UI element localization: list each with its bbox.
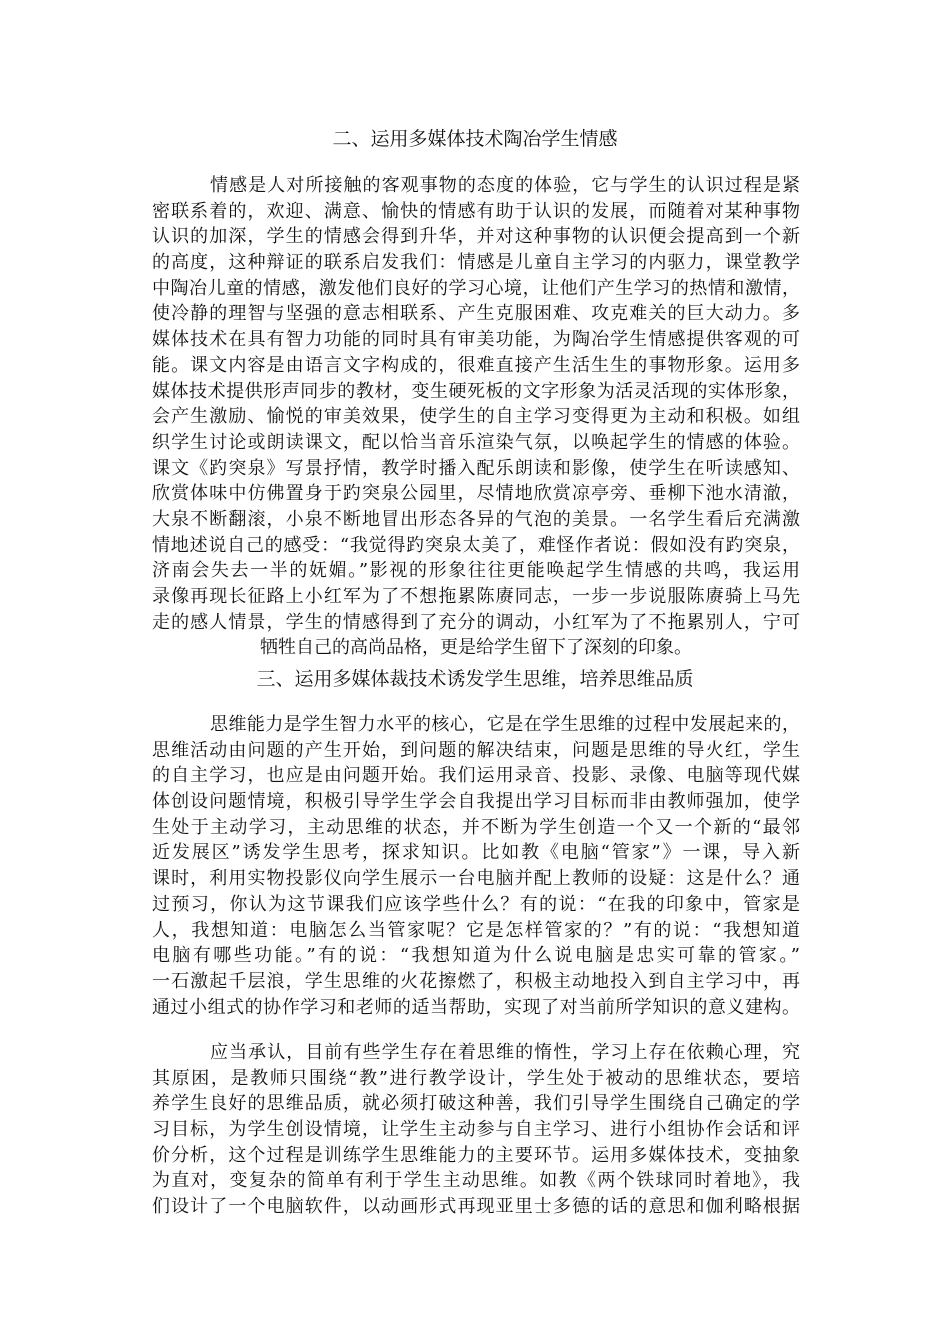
text-line: 的高度，这种辩证的联系启发我们：情感是儿童自主学习的内驱力，课堂教学: [152, 252, 800, 274]
text-line: 认识的加深，学生的情感会得到升华，并对这种事物的认识便会提高到一个新: [152, 226, 800, 248]
text-line: 课时，利用实物投影仪向学生展示一台电脑并配上教师的设疑：这是什么？通: [152, 868, 800, 890]
text-line: 会产生激励、愉悦的审美效果，使学生的自主学习变得更为主动和积极。如组: [152, 406, 800, 428]
text-line: 使冷静的理智与坚强的意志相联系、产生克服困难、攻克难关的巨大动力。多: [152, 303, 800, 325]
text-line: 们设计了一个电脑软件，以动画形式再现亚里士多德的话的意思和伽利略根据: [152, 1196, 800, 1218]
section-3-paragraph-2: [152, 1040, 800, 1220]
text-line: 中陶冶儿童的情感，激发他们良好的学习心境，让他们产生学习的热情和激情，: [152, 277, 800, 299]
text-line: 媒体技术在具有智力功能的同时具有审美功能，为陶冶学生情感提供客观的可: [152, 329, 800, 351]
text-line: 思维活动由问题的产生开始，到问题的解决结束，问题是思维的导火红，学生: [152, 739, 800, 761]
text-line: 其原困，是教师只围绕“教”进行教学设计，学生处于被动的思维状态，要培: [152, 1067, 800, 1089]
text-line: 能。课文内容是由语言文字构成的，很难直接产生活生生的事物形象。运用多: [152, 354, 800, 376]
text-line: 电脑有哪些功能。”有的说：“我想知道为什么说电脑是忠实可靠的管家。”: [152, 945, 800, 967]
section-3-paragraph-1: [152, 712, 800, 1020]
text-line: 思维能力是学生智力水平的核心，它是在学生思维的过程中发展起来的，: [210, 714, 800, 735]
text-line: 过预习，你认为这节课我们应该学些什么？有的说：“在我的印象中，管家是: [152, 893, 800, 915]
text-line: 情地述说自己的感受：“我觉得趵突泉太美了，难怪作者说：假如没有趵突泉，: [152, 534, 800, 556]
text-line: 通过小组式的协作学习和老师的适当帮助，实现了对当前所学知识的意义建构。: [152, 996, 800, 1018]
section-3-heading: 三、运用多媒体裁技术诱发学生思维，培养思维品质: [256, 668, 694, 690]
text-line: 生处于主动学习，主动思维的状态，并不断为学生创造一个又一个新的“最邻: [152, 816, 800, 838]
text-line: 课文《趵突泉》写景抒情，教学时播入配乐朗读和影像，使学生在听读感知、: [152, 457, 800, 479]
text-line: 应当承认，目前有些学生存在着思维的惰性，学习上存在依赖心理，究: [210, 1042, 800, 1063]
text-line: 近发展区”诱发学生思考，探求知识。比如教《电脑“管家”》一课，导入新: [152, 842, 800, 864]
section-2-heading: 二、运用多媒体技术陶冶学生情感: [332, 128, 618, 150]
text-line: 密联系着的，欢迎、满意、愉快的情感有助于认识的发展，而随着对某种事物: [152, 200, 800, 222]
section-2-paragraph: [152, 173, 800, 661]
text-line: 为直对，变复杂的简单有利于学生主动思维。如教《两个铁球同时着地》，我: [152, 1170, 800, 1192]
text-line: 织学生讨论或朗读课文，配以恰当音乐渲染气氛，以唤起学生的情感的体验。: [152, 431, 800, 453]
text-line: 情感是人对所接触的客观事物的态度的体验，它与学生的认识过程是紧: [210, 175, 800, 196]
text-line: 大泉不断翻滚，小泉不断地冒出形态各异的气泡的美景。一名学生看后充满激: [152, 508, 800, 530]
text-line: 人，我想知道：电脑怎么当管家呢？它是怎样管家的？”有的说：“我想知道: [152, 919, 800, 941]
text-line: 牺牲自己的高尚品格，更是给学生留下了深刻的印象。: [260, 637, 692, 659]
text-line: 习目标，为学生创设情境，让学生主动参与自主学习、进行小组协作会话和评: [152, 1119, 800, 1141]
text-line: 价分析，这个过程是训练学生思维能力的主要环节。运用多媒体技术，变抽象: [152, 1144, 800, 1166]
text-line: 媒体技术提供形声同步的教材，变生硬死板的文字形象为活灵活现的实体形象，: [152, 380, 800, 402]
text-line: 体创设问题情境，积极引导学生学会自我提出学习目标而非由教师强加，使学: [152, 791, 800, 813]
text-line: 一石激起千层浪，学生思维的火花擦燃了，积极主动地投入到自主学习中，再: [152, 970, 800, 992]
text-line: 养学生良好的思维品质，就必须打破这种善，我们引导学生围绕自己确定的学: [152, 1093, 800, 1115]
text-line: 欣赏体味中仿佛置身于趵突泉公园里，尽情地欣赏凉亭旁、垂柳下池水清澈，: [152, 483, 800, 505]
text-line: 录像再现长征路上小红军为了不想拖累陈赓同志，一步一步说服陈赓骑上马先: [152, 586, 800, 607]
text-line: 济南会失去一半的妩媚。”影视的形象往往更能唤起学生情感的共鸣，我运用: [152, 560, 800, 582]
text-line: 走的感人情景，学生的情感得到了充分的调动，小红军为了不拖累别人，宁可: [152, 611, 800, 633]
text-line: 的自主学习，也应是由问题开始。我们运用录音、投影、录像、电脑等现代媒: [152, 765, 800, 787]
